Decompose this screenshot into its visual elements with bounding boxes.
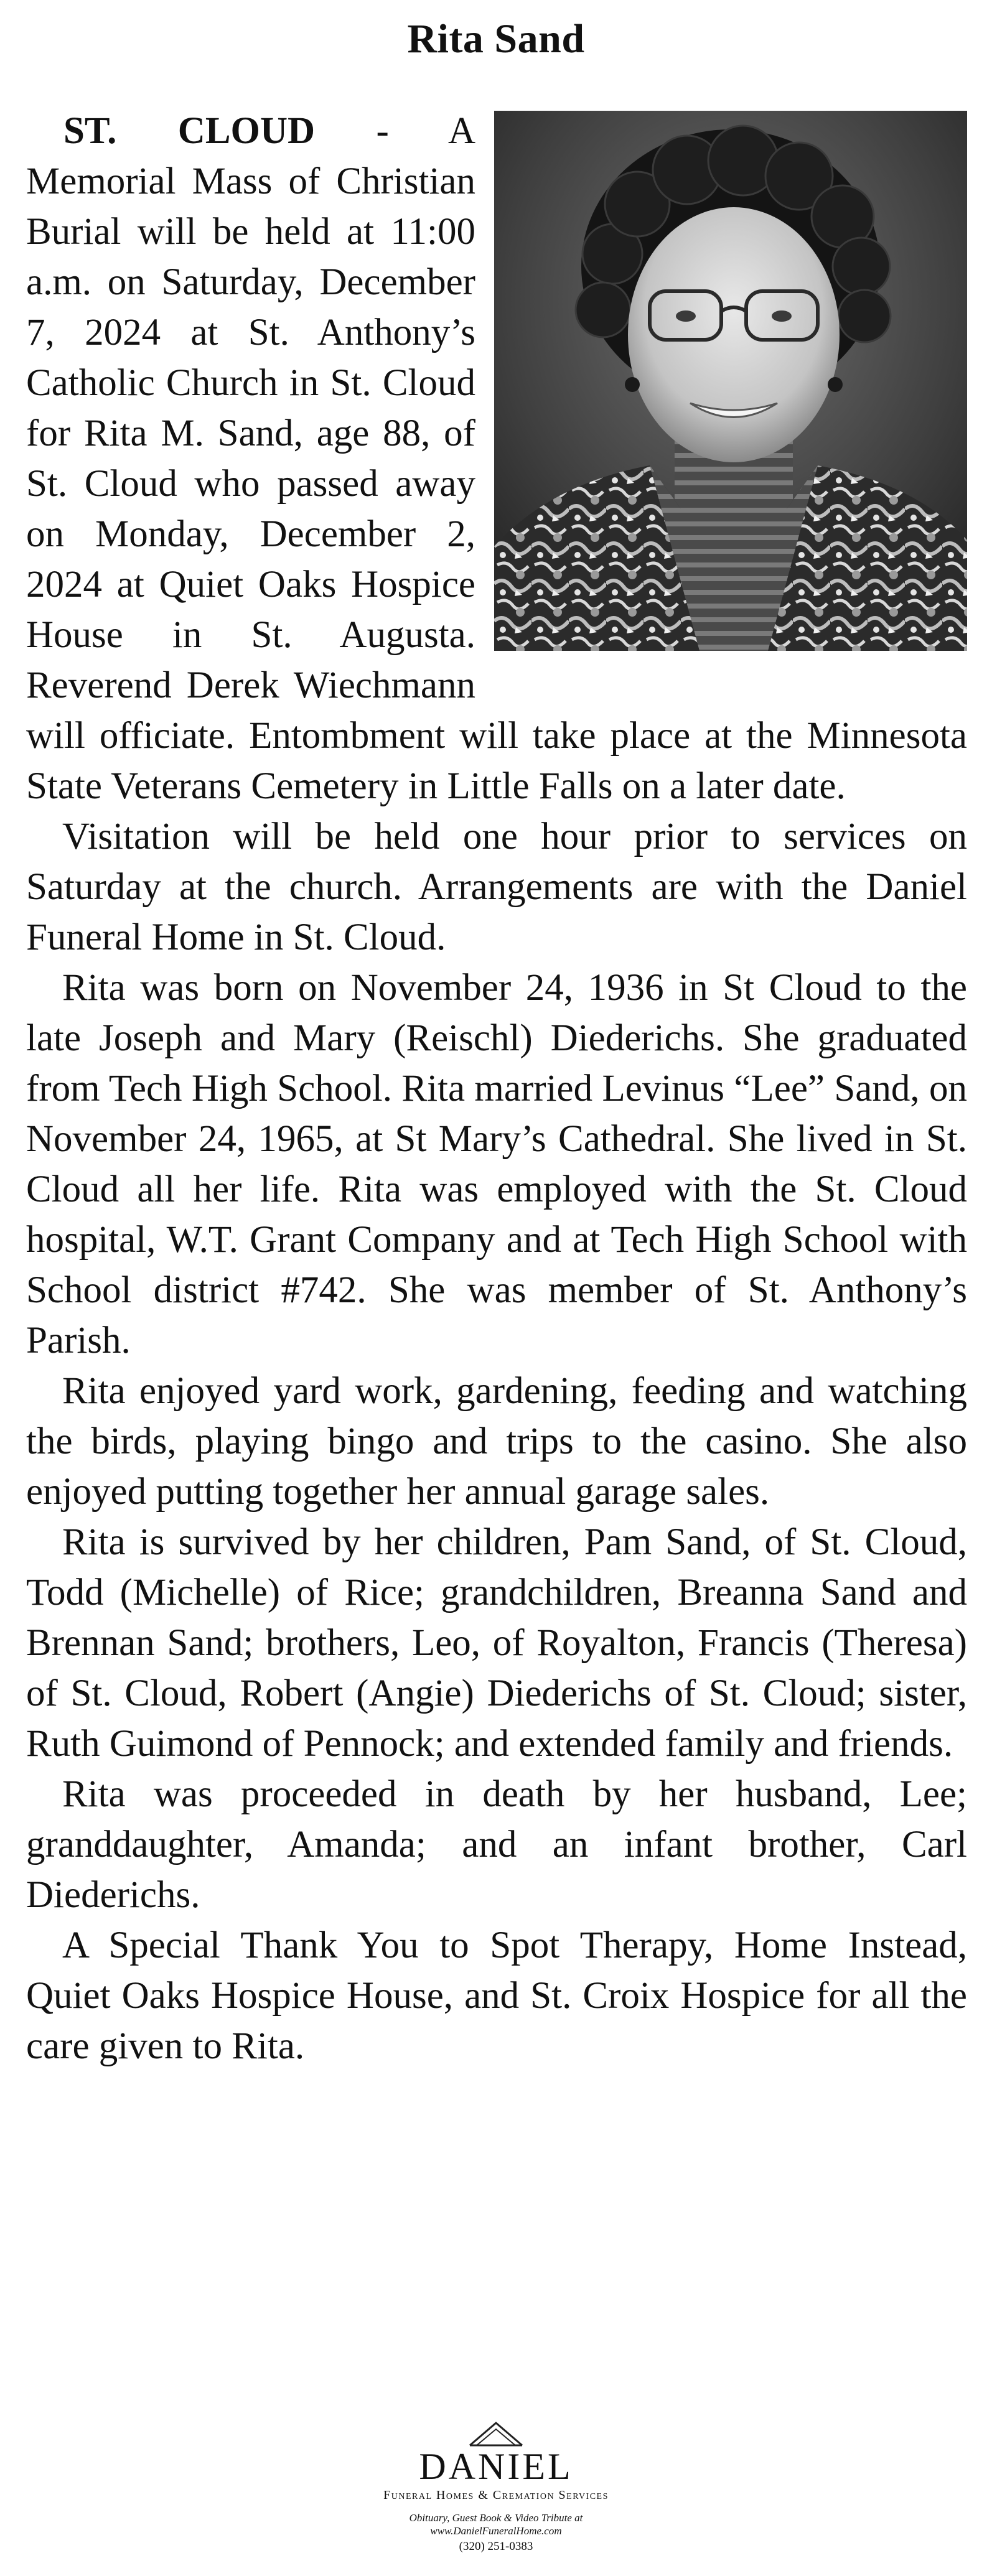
funeral-home-logo (0, 2420, 992, 2554)
logo-subtitle: Funeral Homes & Cremation Services (383, 2488, 609, 2502)
paragraph-7: A Special Thank You to Spot Therapy, Home Instead, Quiet Oaks Hospice House, and St. Croix Hospice for all the care given to Rita. (26, 1925, 967, 2067)
paragraph-2: Visitation will be held one hour prior to services on Saturday at the church. Arrangements are with the Daniel Funeral Home in St. Cloud. (26, 816, 967, 958)
website-link[interactable]: www.DanielFuneralHome.com (430, 2525, 562, 2537)
logo-name: DANIEL (419, 2446, 573, 2487)
roof-house-icon (468, 2420, 524, 2447)
paragraph-4: Rita enjoyed yard work, gardening, feeding and watching the birds, playing bingo and trips to the casino. She also enjoyed putting together her annual garage sales. (26, 1370, 967, 1513)
paragraph-6: Rita was proceeded in death by her husband, Lee; granddaughter, Amanda; and an infant brother, Carl Diederichs. (26, 1773, 967, 1916)
dateline: ST. CLOUD (63, 110, 316, 152)
paragraph-5: Rita is survived by her children, Pam Sand, of St. Cloud, Todd (Michelle) of Rice; grandchildren, Breanna Sand and Brennan Sand; brothers, Leo, of Royalton, Francis (Theresa) of St. Cloud, Robert (Angie) Diederichs of St. Cloud; sister, Ruth Guimond of Pennock; and extended family and friends. (26, 1521, 967, 1765)
portrait-photo (494, 111, 967, 651)
paragraph-1-text: - A Memorial Mass of Christian Burial will be held at 11:00 a.m. on Saturday, December 7, 2024 at St. Anthony’s Catholic Church in St. Cloud for Rita M. Sand, age 88, of St. Cloud who passed away on Monday, December 2, 2024 at Quiet Oaks Hospice House in St. Augusta. Reverend Derek Wiechmann will officiate. Entombment will take place at the Minnesota State Veterans Cemetery in Little Falls on a later date. (26, 110, 967, 807)
portrait-illustration (494, 111, 967, 651)
obituary-title: Rita Sand (407, 16, 585, 62)
phone-number: (320) 251-0383 (459, 2540, 533, 2553)
obituary-body (26, 106, 967, 2071)
tribute-line-1: Obituary, Guest Book & Video Tribute at (409, 2512, 583, 2524)
paragraph-3: Rita was born on November 24, 1936 in St Cloud to the late Joseph and Mary (Reischl) Diederichs. She graduated from Tech High School. Rita married Levinus “Lee” Sand, on November 24, 1965, at St Mary’s Cathedral. She lived in St. Cloud all her life. Rita was employed with the St. Cloud hospital, W.T. Grant Company and at Tech High School with School district #742. She was member of St. Anthony’s Parish. (26, 967, 967, 1361)
